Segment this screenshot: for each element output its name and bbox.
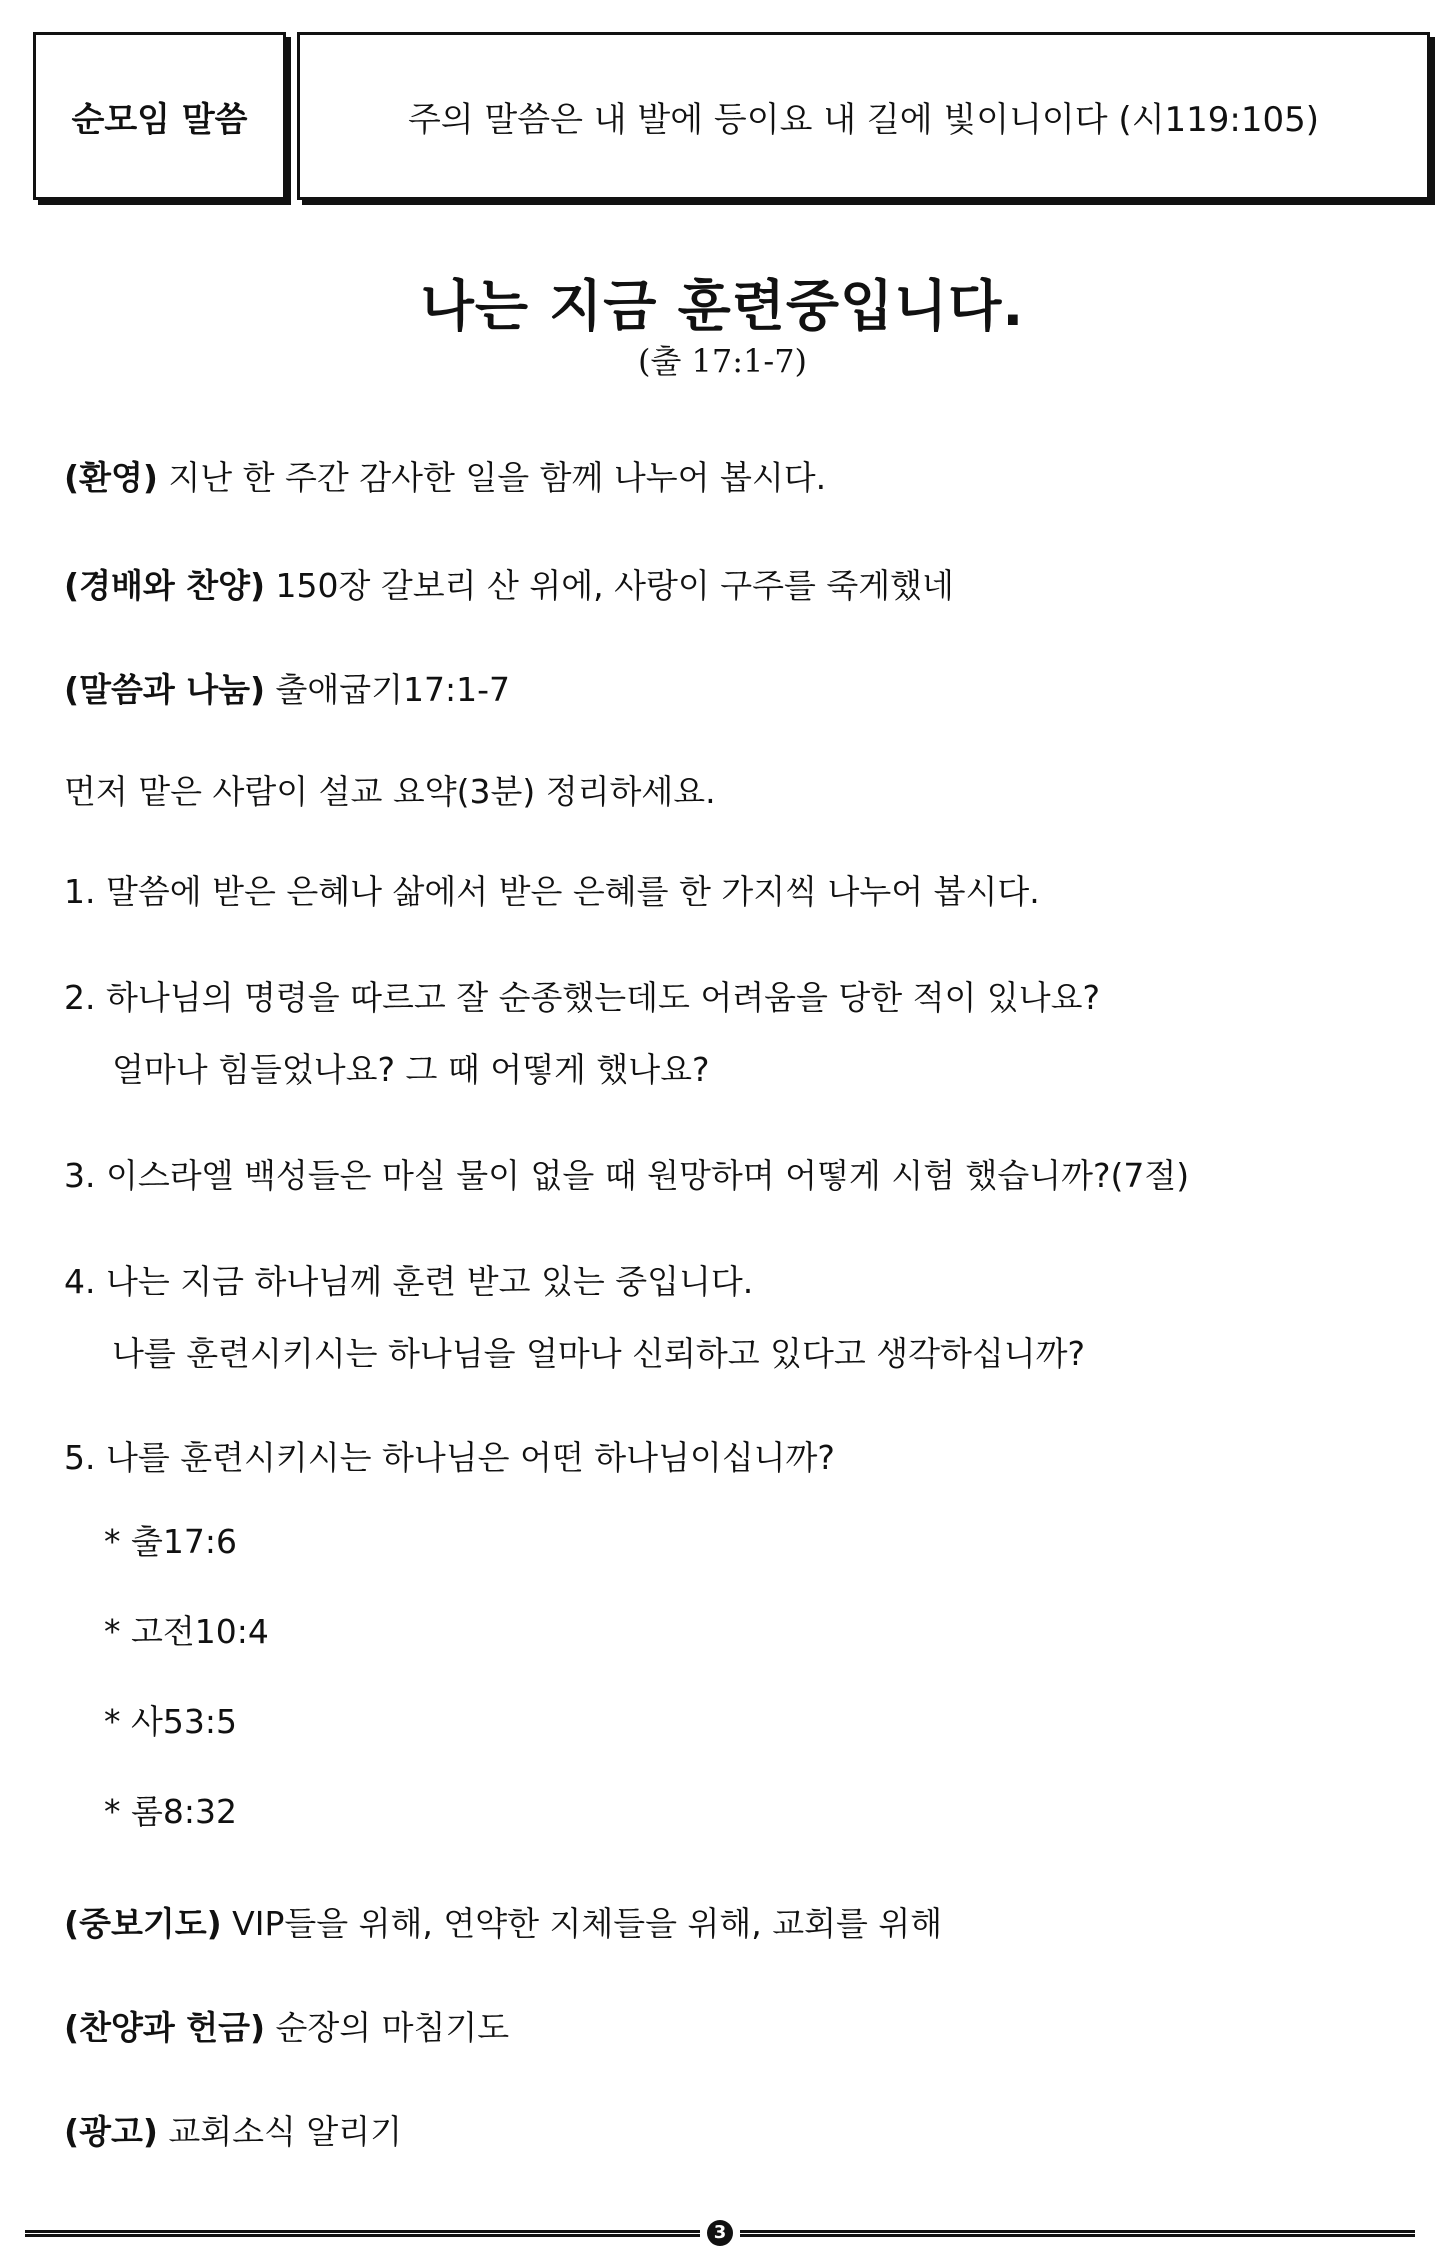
question-3: 3. 이스라엘 백성들은 마실 물이 없을 때 원망하며 어떻게 시험 했습니까?(7절) [64,1156,1190,1195]
notice-line [64,2106,402,2153]
reference-item: * 고전10:4 [104,1612,269,1651]
question-1: 1. 말씀에 받은 은혜나 삶에서 받은 은혜를 한 가지씩 나누어 봅시다. [64,872,1040,911]
prayer-line [64,1898,942,1945]
question-5: 5. 나를 훈련시키시는 하나님은 어떤 하나님이십니까? [64,1438,835,1477]
notice-text: 교회소식 알리기 [157,2112,403,2151]
page-subtitle: (출 17:1-7) [637,342,808,380]
notice-label: (광고) [64,2112,158,2151]
footer [25,2220,1415,2246]
welcome-text: 지난 한 주간 감사한 일을 함께 나누어 봅시다. [157,458,827,497]
worship-text: 150장 갈보리 산 위에, 사랑이 구주를 죽게했네 [265,566,954,605]
prayer-text: VIP들을 위해, 연약한 지체들을 위해, 교회를 위해 [221,1904,943,1943]
question-2-followup: 얼마나 힘들었나요? 그 때 어떻게 했나요? [112,1050,710,1089]
reference-item: * 롬8:32 [104,1792,237,1831]
intro-line: 먼저 맡은 사람이 설교 요약(3분) 정리하세요. [64,772,716,811]
offering-label: (찬양과 헌금) [64,2008,266,2047]
welcome-line [64,452,826,499]
word-text: 출애굽기17:1-7 [265,670,511,709]
question-4: 4. 나는 지금 하나님께 훈련 받고 있는 중입니다. [64,1262,754,1301]
reference-item: * 사53:5 [104,1702,237,1741]
header-label-box [33,32,286,200]
worship-line [64,560,954,607]
header-label: 순모임 말씀 [71,99,248,140]
word-label: (말씀과 나눔) [64,670,266,709]
header-verse-box [297,32,1430,200]
offering-text: 순장의 마침기도 [265,2008,510,2047]
page-title: 나는 지금 훈련중입니다. [420,274,1025,338]
page-number: 3 [707,2220,733,2246]
question-4-followup: 나를 훈련시키시는 하나님을 얼마나 신뢰하고 있다고 생각하십니까? [112,1334,1086,1373]
footer-rule-right [740,2230,1415,2237]
welcome-label: (환영) [64,458,158,497]
worship-label: (경배와 찬양) [64,566,266,605]
question-2: 2. 하나님의 명령을 따르고 잘 순종했는데도 어려움을 당한 적이 있나요? [64,978,1100,1017]
footer-rule-left [25,2230,700,2237]
prayer-label: (중보기도) [64,1904,222,1943]
word-line [64,664,510,711]
reference-item: * 출17:6 [104,1522,237,1561]
offering-line [64,2002,509,2049]
header-verse: 주의 말씀은 내 발에 등이요 내 길에 빛이니이다 (시119:105) [407,99,1320,140]
